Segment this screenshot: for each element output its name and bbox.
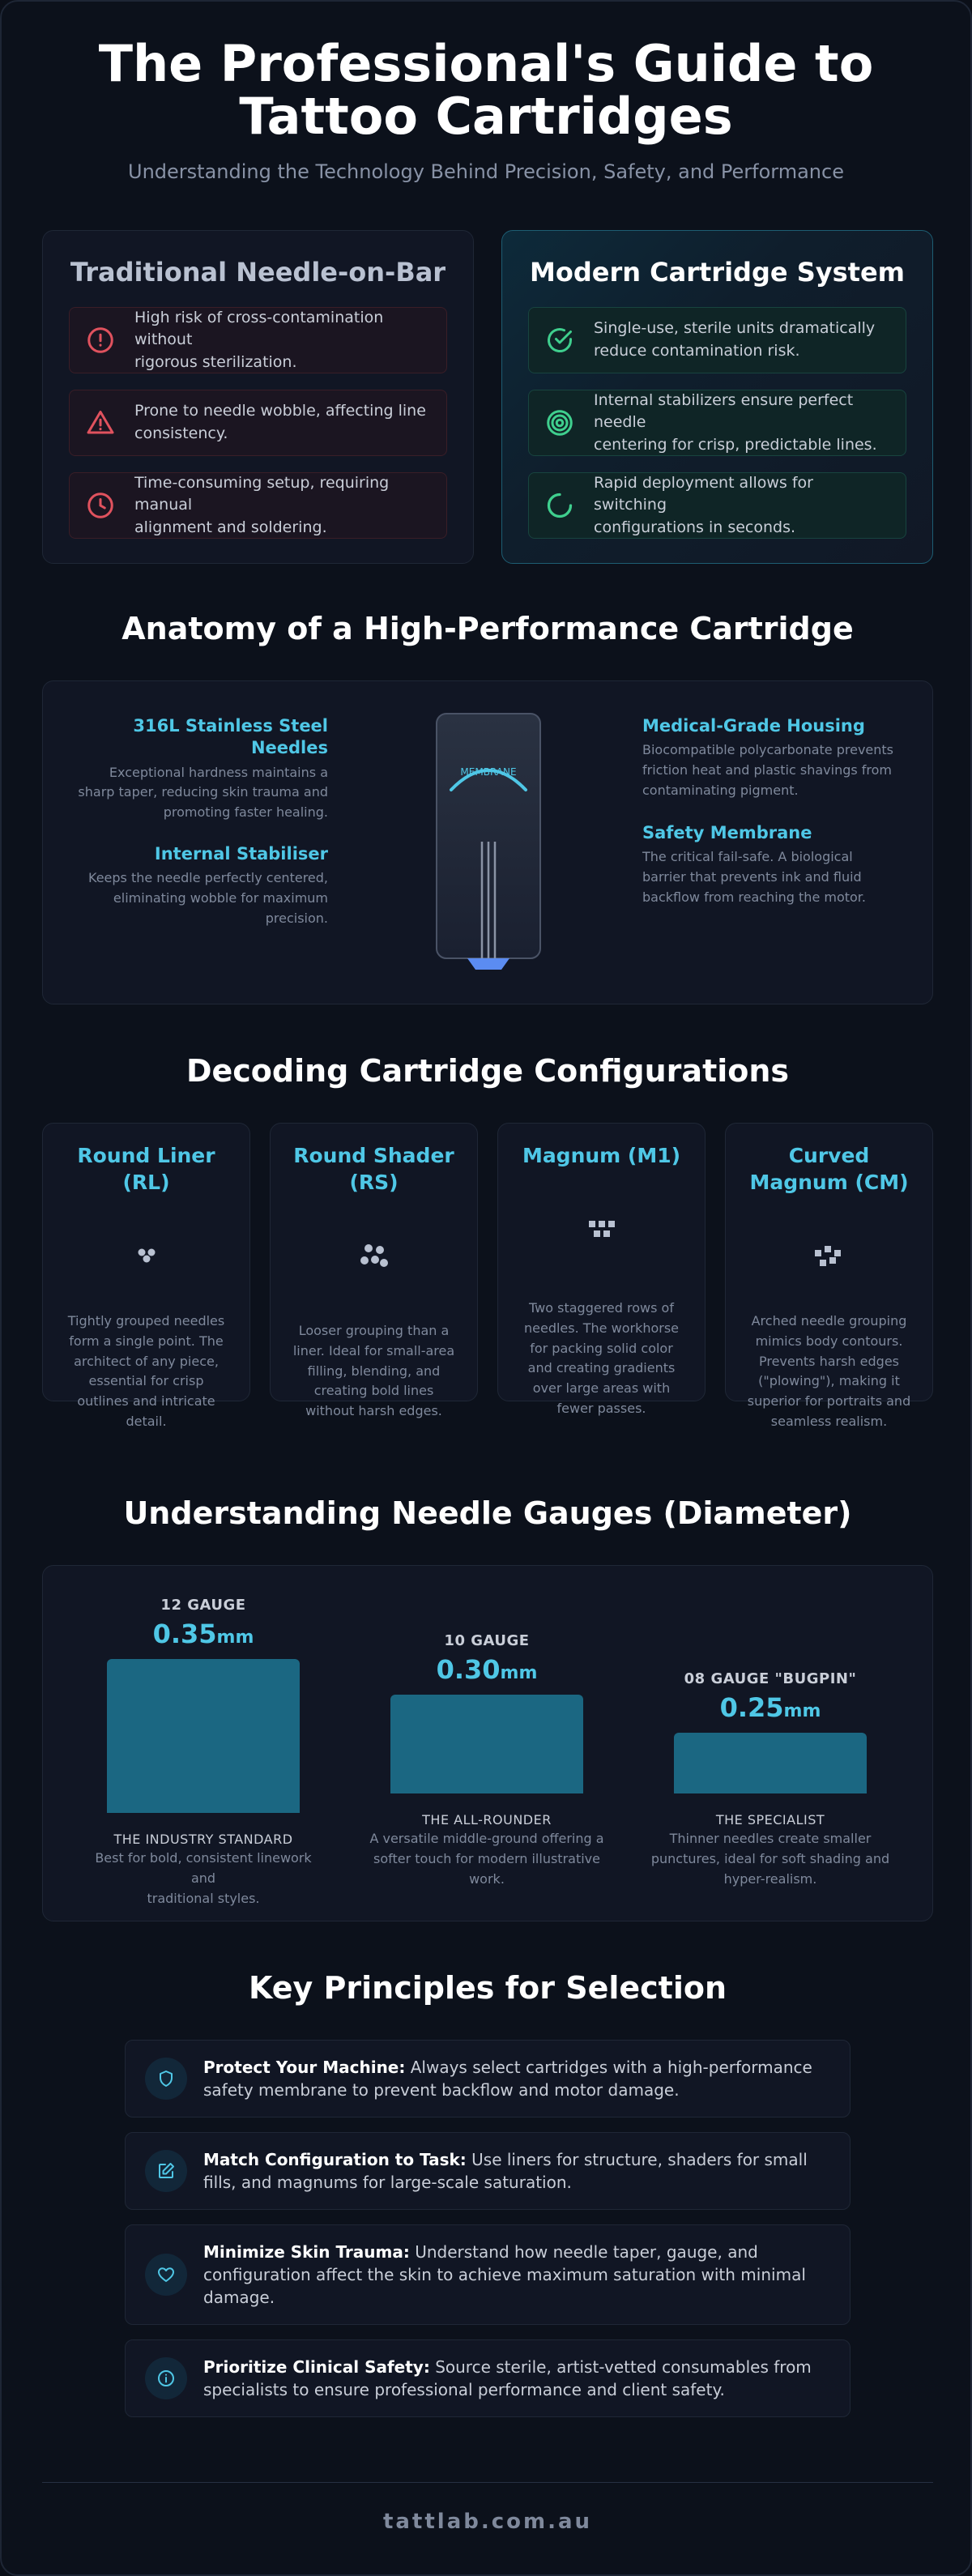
config-desc: Arched needle grouping mimics body contours. Prevents harsh edges ("plowing"), making it superior for portraits and seamless realism. [747,1313,911,1429]
principles-title: Key Principles for Selection [248,1970,727,2006]
principle-item [125,2132,850,2210]
membrane-label-block: Safety Membrane The critical fail-safe. A biological barrier that prevents ink and fluid backflow from reaching the motor. [642,823,866,905]
modern-item [528,472,906,539]
gauge-caption: THE INDUSTRY STANDARD Best for bold, consistent linework and traditional styles. [95,1832,312,1906]
config-desc: Two staggered rows of needles. The workhorse for packing solid color and creating gradients over large areas with fewer passes. [523,1300,680,1416]
magnum-icon [584,1216,620,1243]
gauge-bar [674,1733,867,1793]
traditional-item-text: Prone to needle wobble, affecting line consistency. [134,402,426,442]
gauge-name: 10 GAUGE [444,1632,530,1649]
loading-icon [545,491,574,520]
alert-circle-icon [86,326,115,355]
principles-list [125,2040,850,2432]
modern-item [528,390,906,456]
page-subtitle: Understanding the Technology Behind Precision, Safety, and Performance [128,160,844,184]
gauge-column [382,1632,592,1793]
round-liner-icon [130,1243,163,1268]
modern-item [528,307,906,373]
gauge-value: 0.30mm [436,1654,538,1685]
anatomy-panel [42,680,933,1004]
gauges-panel [42,1565,933,1921]
needles-label: 316L Stainless Steel Needles Exceptional hardness maintains a sharp taper, reducing skin trauma and promoting faster healing. [78,716,328,821]
configurations-title: Decoding Cartridge Configurations [185,1053,790,1089]
config-desc: Looser grouping than a liner. Ideal for small-area filling, blending, and creating bold lines without harsh edges. [292,1323,455,1419]
traditional-item-text: Time-consuming setup, requiring manual alignment and soldering. [134,473,390,536]
gauge-caption: THE ALL-ROUNDER A versatile middle-ground offering a softer touch for modern illustrative work. [369,1812,604,1887]
config-desc: Tightly grouped needles form a single point. The architect of any piece, essential for crisp outlines and intricate detail. [67,1313,225,1429]
config-card-m1: Magnum (M1) Two staggered rows of needles. The workhorse for packing solid color and creating gradients over large areas with fewer passes. [497,1123,706,1401]
gauge-caption: THE SPECIALIST Thinner needles create smaller punctures, ideal for soft shading and hyper-realism. [650,1812,890,1887]
header [2,2,970,183]
heart-icon [156,2265,176,2284]
config-card-rl: Round Liner (RL) Tightly grouped needles form a single point. The architect of any piece, essential for crisp outlines and intricate detail. [42,1123,250,1401]
traditional-item-text: High risk of cross-contamination without rigorous sterilization. [134,308,384,371]
configurations-grid [42,1123,933,1429]
check-circle-icon [545,326,574,355]
housing-label: Medical-Grade Housing Biocompatible polycarbonate prevents friction heat and plastic shavings from contaminating pigment. [642,716,894,798]
principle-item [125,2339,850,2417]
page-title: The Professional's Guide to Tattoo Cartridges [98,34,874,147]
principle-text: Minimize Skin Trauma: Understand how needle taper, gauge, and configuration affect the skin to achieve maximum saturation with minimal damage. [203,2242,806,2307]
clock-icon [86,491,115,520]
modern-item-text: Single-use, sterile units dramatically reduce contamination risk. [594,319,876,360]
gauges-title: Understanding Needle Gauges (Diameter) [123,1495,852,1531]
principle-text: Prioritize Clinical Safety: Source sterile, artist-vetted consumables from specialists to ensure professional performance and client safety. [203,2357,812,2399]
gauge-name: 12 GAUGE [160,1597,246,1614]
gauge-bar [107,1659,300,1813]
traditional-card [42,230,474,564]
gauge-bar [390,1695,583,1793]
anatomy-title: Anatomy of a High-Performance Cartridge [122,611,854,646]
traditional-item [69,307,447,373]
membrane-label: MEMBRANE [460,766,517,778]
principle-text: Match Configuration to Task: Use liners for structure, shaders for small fills, and magnums for large-scale saturation. [203,2150,808,2192]
config-card-rs: Round Shader (RS) Looser grouping than a liner. Ideal for small-area filling, blending, and creating bold lines without harsh edges. [270,1123,478,1401]
gauge-column [665,1670,876,1793]
curved-magnum-icon [812,1242,847,1271]
principle-item [125,2040,850,2118]
gauge-column [98,1597,309,1813]
footer-site[interactable]: tattlab.com.au [382,2510,593,2534]
modern-card [501,230,933,564]
principle-text: Protect Your Machine: Always select cartridges with a high-performance safety membrane to prevent backflow and motor damage. [203,2058,812,2100]
round-shader-icon [356,1240,392,1273]
comparison-section [42,230,933,564]
gauge-value: 0.35mm [152,1619,254,1649]
traditional-item [69,390,447,456]
traditional-item [69,472,447,539]
principle-item [125,2224,850,2325]
warning-triangle-icon [86,408,115,437]
config-card-cm: Curved Magnum (CM) Arched needle grouping mimics body contours. Prevents harsh edges ("plowing"), making it superior for portraits and seamless realism. [725,1123,933,1401]
gauge-name: 08 GAUGE "BUGPIN" [684,1670,857,1687]
info-icon [156,2369,176,2388]
modern-title: Modern Cartridge System [530,257,905,288]
cartridge-tip [467,958,509,970]
cartridge-diagram [424,712,553,975]
traditional-title: Traditional Needle-on-Bar [70,257,446,288]
target-icon [545,408,574,437]
edit-icon [156,2161,176,2181]
modern-item-text: Internal stabilizers ensure perfect needle centering for crisp, predictable lines. [594,390,877,454]
gauge-value: 0.25mm [719,1692,821,1723]
stabiliser-label: Internal Stabiliser Keeps the needle perfectly centered, eliminating wobble for maximum precision. [88,844,328,926]
modern-item-text: Rapid deployment allows for switching configurations in seconds. [594,473,813,536]
shield-icon [156,2069,176,2088]
footer-divider [42,2482,933,2483]
